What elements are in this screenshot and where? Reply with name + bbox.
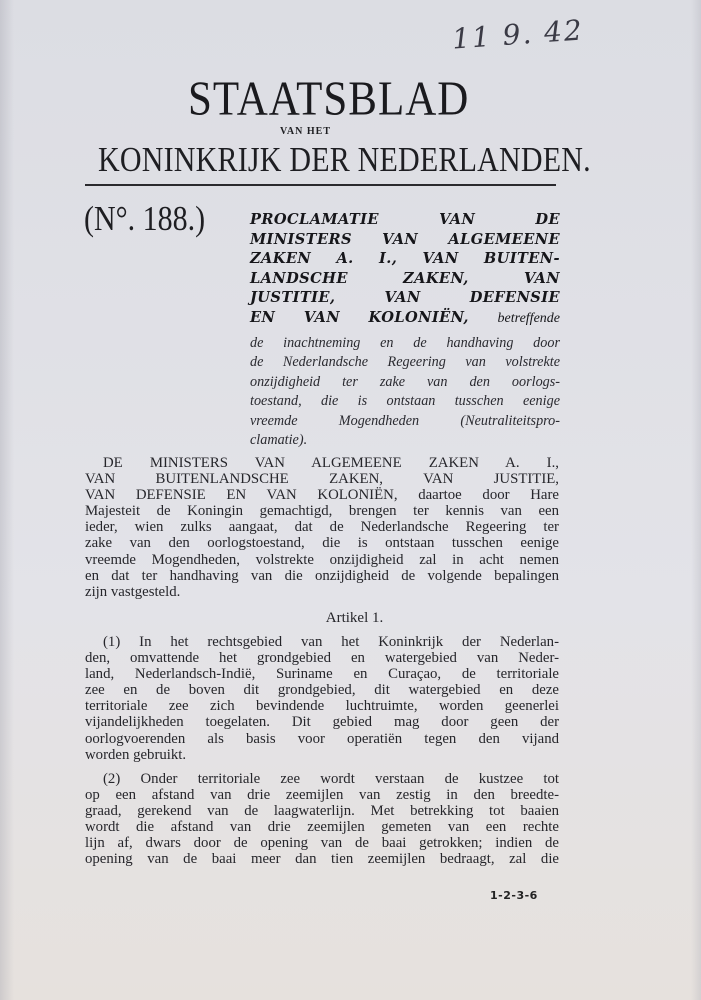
- page-edge-shadow: [691, 0, 701, 1000]
- paragraph-line: zee en de boven dit grondgebied, dit watergebied en deze: [85, 682, 559, 699]
- paragraph-line: opening van de baai meer dan tien zeemijlen bedraagt, zal die: [85, 851, 559, 868]
- summary-line: clamatie).: [250, 431, 308, 448]
- summary-line: de Nederlandsche Regeering van volstrekte: [250, 354, 560, 371]
- paragraph-line: vijandelijkheden toegelaten. Dit gebied mag door geen der: [85, 714, 559, 731]
- article-title: Artikel 1.: [325, 610, 384, 626]
- paragraph-line: graad, gerekend van de laagwaterlijn. Met betrekking tot baaien: [85, 803, 559, 820]
- preamble: [85, 455, 559, 600]
- preamble-line: en dat ter handhaving van die onzijdigheid de volgende bepalingen: [85, 567, 559, 584]
- preamble-line: VAN BUITENLANDSCHE ZAKEN, VAN JUSTITIE,: [85, 471, 559, 488]
- handwritten-date: 11 9. 42: [451, 13, 585, 56]
- preamble-line: zake van den oorlogstoestand, die is ontstaan tusschen eenige: [85, 535, 559, 552]
- summary-line: vreemde Mogendheden (Neutraliteitspro-: [250, 412, 560, 429]
- heading-line: LANDSCHE ZAKEN, VAN: [250, 269, 560, 287]
- paragraph-line: wordt die afstand van drie zeemijlen gemeten van een rechte: [85, 819, 559, 836]
- paragraph-line: oorlogvoerenden als basis voor operatiën tegen den vijand: [85, 730, 559, 747]
- preamble-line: ieder, wien zulks aangaat, dat de Nederlandsche Regeering ter: [85, 519, 559, 536]
- page-edge-shadow: [0, 0, 14, 1000]
- heading-line: PROCLAMATIE VAN DE: [250, 211, 560, 228]
- preamble-line: Majesteit de Koningin gemachtigd, brengen ter kennis van een: [85, 503, 559, 520]
- publication-van-het: VAN HET: [280, 126, 331, 137]
- printer-code: 1-2-3-6: [490, 889, 538, 902]
- paragraph-line: den, omvattende het grondgebied en watergebied van Neder-: [85, 650, 559, 667]
- heading-line-last: [250, 308, 560, 328]
- paragraph-line: lijn af, dwars door de opening van de baai getrokken; indien de: [85, 835, 559, 852]
- preamble-line: VAN DEFENSIE EN VAN KOLONIËN, daartoe door Hare: [85, 487, 559, 504]
- heading-line: JUSTITIE, VAN DEFENSIE: [250, 289, 560, 306]
- issue-number: (N°. 188.): [84, 200, 206, 238]
- preamble-line: vreemde Mogendheden, volstrekte onzijdigheid zal in acht nemen: [85, 551, 559, 568]
- paragraph-line: territoriale zee zich bevindende luchtruimte, worden geenerlei: [85, 698, 559, 715]
- summary-line: de inachtneming en de handhaving door: [250, 335, 560, 351]
- paragraph-line: op een afstand van drie zeemijlen van zestig in den breedte-: [85, 787, 559, 804]
- summary-line: onzijdigheid ter zake van den oorlogs-: [250, 373, 560, 390]
- summary-line: toestand, die is ontstaan tusschen eenige: [250, 393, 560, 410]
- heading-line: MINISTERS VAN ALGEMEENE: [250, 230, 560, 248]
- publication-subtitle: KONINKRIJK DER NEDERLANDEN.: [98, 141, 591, 179]
- paragraph-line: worden gebruikt.: [85, 746, 187, 763]
- proclamation-summary: [250, 334, 560, 450]
- preamble-line: zijn vastgesteld.: [85, 583, 181, 600]
- article-paragraph-1: [85, 634, 559, 763]
- heading-line-text: EN VAN KOLONIËN,: [250, 308, 469, 326]
- header-rule: [85, 184, 556, 186]
- heading-tail: betreffende: [497, 310, 560, 326]
- heading-line: ZAKEN A. I., VAN BUITEN-: [250, 250, 560, 267]
- preamble-line: DE MINISTERS VAN ALGEMEENE ZAKEN A. I.,: [103, 455, 559, 471]
- paragraph-line: (1) In het rechtsgebied van het Koninkrijk der Nederlan-: [103, 634, 559, 650]
- proclamation-heading: [250, 210, 560, 327]
- paragraph-line: (2) Onder territoriale zee wordt verstaan de kustzee tot: [103, 771, 559, 787]
- article-paragraph-2: [85, 771, 559, 868]
- paragraph-line: land, Nederlandsch-Indië, Suriname en Curaçao, de territoriale: [85, 666, 559, 683]
- publication-title: STAATSBLAD: [188, 73, 470, 126]
